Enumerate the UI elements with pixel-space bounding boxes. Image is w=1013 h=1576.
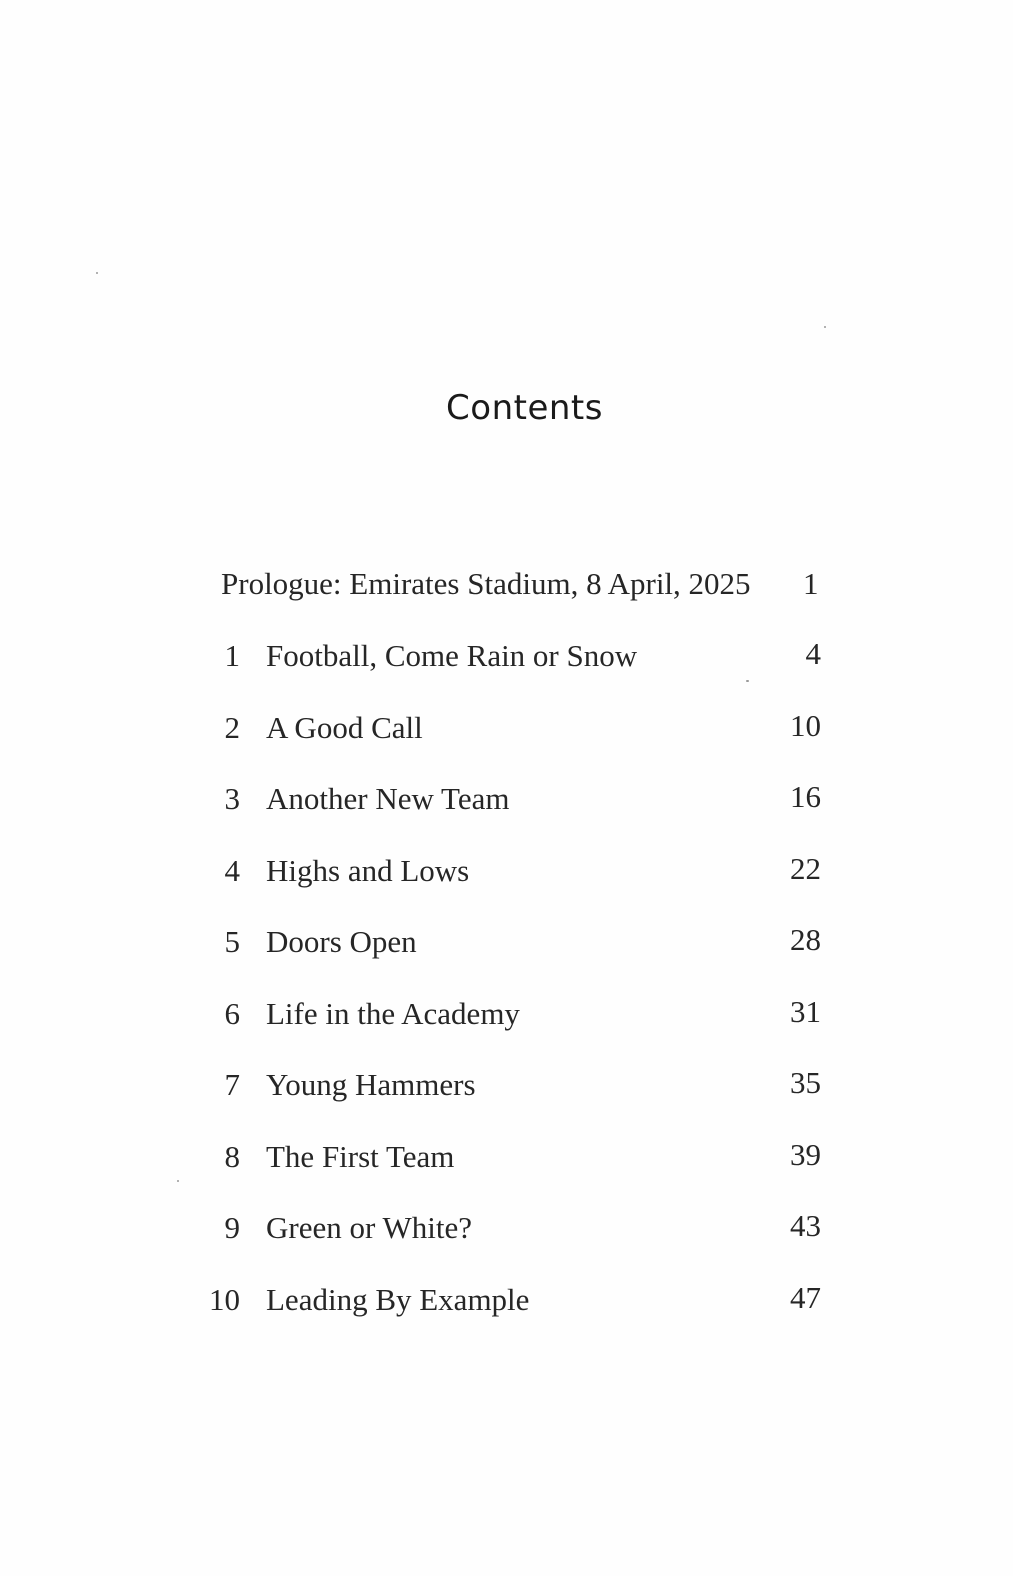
toc-entry-number: 6: [224, 995, 240, 1031]
toc-entry-title: Life in the Academy: [266, 995, 520, 1031]
toc-entry-2[interactable]: [200, 707, 830, 782]
paper-speck: [824, 326, 826, 328]
toc-entry-page: 47: [790, 1279, 821, 1315]
toc-entry-page: 16: [790, 779, 821, 814]
paper-speck: [96, 272, 98, 274]
toc-entry-number: 1: [224, 638, 240, 673]
paper-speck: [177, 1180, 179, 1182]
toc-entry-number: 10: [209, 1281, 240, 1317]
toc-entry-page: 4: [805, 636, 821, 671]
toc-entry-5[interactable]: [200, 924, 830, 996]
toc-entry-8[interactable]: [200, 1136, 830, 1211]
toc-entry-title: The First Team: [266, 1138, 455, 1174]
toc-entry-number: 9: [224, 1210, 240, 1245]
toc-entry-title: Football, Come Rain or Snow: [266, 638, 638, 673]
toc-entry-7[interactable]: [200, 1067, 830, 1139]
table-of-contents: [200, 638, 830, 1353]
toc-entry-number: 4: [224, 852, 240, 888]
toc-entry-page: 10: [790, 707, 821, 743]
toc-entry-page: 1: [803, 566, 819, 601]
toc-entry-title: Leading By Example: [266, 1281, 530, 1317]
toc-entry-1[interactable]: [200, 638, 830, 710]
toc-entry-number: 5: [224, 924, 240, 959]
toc-entry-title: Another New Team: [266, 781, 510, 816]
toc-entry-9[interactable]: [200, 1210, 830, 1282]
toc-entry-page: 35: [790, 1065, 821, 1100]
toc-entry-title: Highs and Lows: [266, 852, 470, 888]
toc-entry-page: 28: [790, 922, 821, 957]
toc-entry-title: Young Hammers: [266, 1067, 476, 1102]
toc-entry-title: Prologue: Emirates Stadium, 8 April, 2025: [221, 566, 751, 601]
toc-entry-6[interactable]: [200, 993, 830, 1068]
toc-entry-page: 43: [790, 1208, 821, 1243]
page-title: Contents: [446, 388, 603, 428]
toc-entry-number: 7: [224, 1067, 240, 1102]
toc-entry-3[interactable]: [200, 781, 830, 853]
toc-entry-number: 8: [224, 1138, 240, 1174]
toc-entry-page: 31: [790, 993, 821, 1029]
toc-entry-4[interactable]: [200, 850, 830, 925]
toc-entry-page: 22: [790, 850, 821, 886]
toc-entry-title: Green or White?: [266, 1210, 472, 1245]
toc-entry-10[interactable]: [200, 1279, 830, 1354]
toc-entry-title: Doors Open: [266, 924, 417, 959]
toc-entry-number: 3: [224, 781, 240, 816]
toc-entry-title: A Good Call: [266, 709, 423, 745]
toc-entry-page: 39: [790, 1136, 821, 1172]
toc-entry-number: 2: [224, 709, 240, 745]
